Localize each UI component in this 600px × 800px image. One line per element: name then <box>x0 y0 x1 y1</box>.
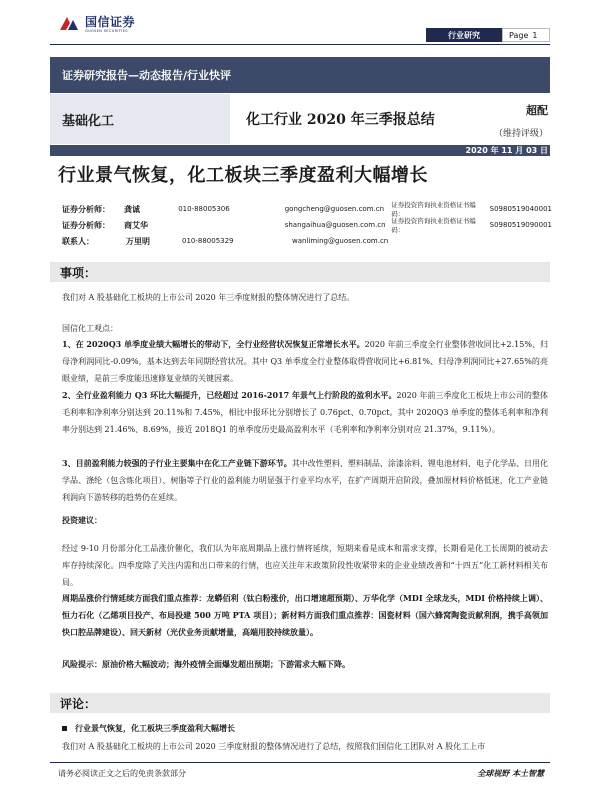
contact-name: 万里明 <box>126 235 150 246</box>
rating: 超配 <box>526 104 548 117</box>
investment-paragraph-2: 周期品涨价行情延续方面我们重点推荐：龙蟒佰利（钛白粉涨价，出口增速超预期）、万华化学（MDI 全球龙头，MDI 价格持续上调）、恒力石化（乙烯项目投产、布局投建 500 万吨 PTA 项目）；新材料方面我们重点推荐：国瓷材料（国六蜂窝陶瓷贡献利润，携手高领加快口腔品牌建设）、回天新材（光伏业务贡献增量，高端用胶持续放量）。 <box>62 593 548 637</box>
analyst-role: 证券分析师： <box>62 203 110 214</box>
view-point-2 <box>62 387 548 438</box>
view-point-1-text: 2020 年前三季度全行业整体营收同比+2.15%、归母净利润同比-0.09%，基本达到去年同期经营状况。其中 Q3 单季度全行业整体取得营收同比+6.81%、归母净利润同比+27.65%的亮眼业绩，是前三季度能迅速修复业绩的关键因素。 <box>62 340 548 383</box>
analyst-row <box>62 233 552 249</box>
header-divider <box>50 44 550 45</box>
comment-bullet-text: 行业景气恢复，化工板块三季度盈利大幅增长 <box>75 722 235 733</box>
analyst-email[interactable]: gongcheng@guosen.com.cn <box>284 205 385 213</box>
contact-email[interactable]: wanliming@guosen.com.cn <box>292 237 389 245</box>
views-intro: 国信化工观点： <box>62 324 118 333</box>
analyst-cert-number: S0980519040001 <box>489 205 552 213</box>
rating-note: （维持评级） <box>493 129 548 139</box>
view-point-3-text: 其中改性塑料、塑料制品、涂漆涂料、锂电池材料、电子化学品、日用化学品、涤纶（包含炼化项目）、树脂等子行业的盈利能力明显强于行业平均水平，在扩产周期开启阶段，叠加原材料价格低迷，化工产业链利润向下游转移的趋势仍在延续。 <box>62 459 548 502</box>
events-header <box>50 262 550 282</box>
page-indicator <box>502 28 550 42</box>
view-point-1 <box>62 336 548 387</box>
report-category: 证券研究报告—动态报告/行业快评 <box>62 69 232 82</box>
analyst-row <box>62 217 552 233</box>
comment-bullet <box>62 722 235 734</box>
analyst-cert-number: S0980519090001 <box>489 221 552 229</box>
sector-name: 基础化工 <box>62 113 115 129</box>
logo-text-en: GUOSEN SECURITIES <box>85 29 128 34</box>
page-label: Page <box>509 30 529 40</box>
view-point-1-lead: 1、在 2020Q3 单季度业绩大幅增长的带动下，全行业经营状况恢复正常增长水平。 <box>62 339 365 349</box>
view-point-2-lead: 2、全行业盈利能力 Q3 环比大幅提升，已经超过 2016-2017 年景气上行阶段的盈利水平。 <box>62 390 397 400</box>
analyst-email[interactable]: shangaihua@guosen.com.cn <box>284 221 386 229</box>
analyst-phone: 010-88005306 <box>178 205 230 213</box>
contact-role: 联系人： <box>62 235 94 246</box>
events-heading: 事项： <box>60 265 97 280</box>
analyst-list <box>62 201 552 249</box>
contact-phone: 010-88005329 <box>182 237 234 245</box>
view-point-2-text: 2020 年前三季度化工板块上市公司的整体毛利率和净利率分别达到 20.11%和 7.45%，相比中报环比分别增长了 0.76pct、0.70pct。其中 2020Q3 单季度的整体毛利率和净利率分别达到 21.46%、8.69%，接近 2018Q1 的单季度历史最高盈利水平（毛利率和净利率分别对应 21.37%，9.11%）。 <box>62 391 549 434</box>
investment-heading: 投资建议： <box>62 515 102 525</box>
footer-slogan: 全球视野 本土智慧 <box>477 768 544 778</box>
comment-heading: 评论： <box>60 696 97 711</box>
main-title: 行业景气恢复，化工板块三季度盈利大幅增长 <box>58 165 428 186</box>
analyst-cert-label: 证券投资咨询执业资格证书编码： <box>391 201 476 218</box>
analyst-cert-label: 证券投资咨询执业资格证书编码： <box>391 217 476 234</box>
company-logo <box>58 14 135 36</box>
risk-warning: 风险提示：原油价格大幅波动；海外疫情全面爆发超出预期；下游需求大幅下降。 <box>62 659 350 669</box>
comment-header <box>50 693 550 713</box>
view-point-3-lead: 3、目前盈利能力较强的子行业主要集中在化工产业链下游环节。 <box>62 458 292 468</box>
view-point-3 <box>62 455 548 506</box>
analyst-role: 证券分析师： <box>62 219 110 230</box>
page-number: 1 <box>532 30 538 40</box>
footer-disclaimer: 请务必阅读正文之后的免责条款部分 <box>58 769 186 778</box>
footer-divider <box>50 762 550 763</box>
bullet-square-icon <box>62 726 67 731</box>
logo-text-cn: 国信证券 <box>85 15 136 30</box>
events-body: 我们对 A 股基础化工板块的上市公司 2020 年三季度财报的整体情况进行了总结。 <box>62 293 355 302</box>
comment-body: 我们对 A 股基础化工板块的上市公司 2020 三季度财报的整体情况进行了总结，按照我们国信化工团队对 A 股化工上市 <box>62 742 486 751</box>
logo-mark-icon <box>58 14 80 36</box>
analyst-row <box>62 201 552 217</box>
report-type-tag: 行业研究 <box>426 28 502 42</box>
report-title: 化工行业 2020 年三季报总结 <box>246 112 435 128</box>
investment-paragraph-1: 经过 9-10 月份部分化工品涨价催化，我们认为年底周期品上涨行情将延续，短期来看是成本和需求支撑，长期看是化工长周期的被动去库存持续深化。四季度除了关注内需和出口带来的行情，也应关注年末政策阶段性收紧带来的企业业绩改善和“十四五”化工新材料相关布局。 <box>62 544 548 587</box>
report-date: 2020 年 11 月 03 日 <box>465 146 548 155</box>
analyst-name: 商艾华 <box>123 219 148 230</box>
analyst-name: 龚诚 <box>123 203 140 214</box>
